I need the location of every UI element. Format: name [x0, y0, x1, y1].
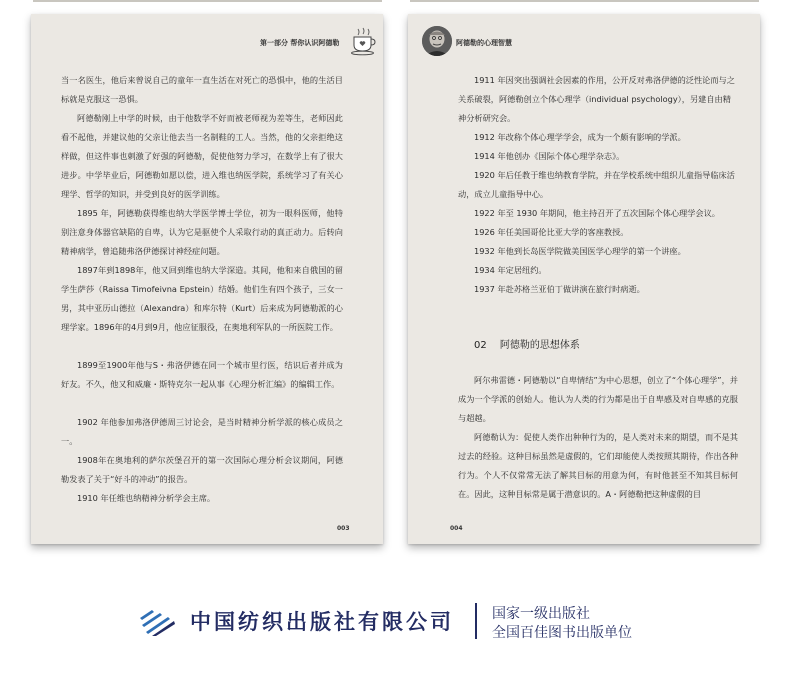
timeline-event: 1932 年他到长岛医学院做美国医学心理学的第一个讲座。 [474, 246, 686, 256]
body-paragraph: 1908年在奥地利的萨尔茨堡召开的第一次国际心理分析会议期间，阿德勒发表了关于“好斗的冲动”的报告。 [61, 455, 343, 484]
body-paragraph: 1902 年他参加弗洛伊德周三讨论会，是当时精神分析学派的核心成员之一。 [61, 417, 343, 446]
footer-divider [475, 603, 477, 639]
page-header: 第一部分 帮你认识阿德勒 [260, 39, 340, 47]
book-page-left [31, 14, 383, 544]
previous-page-edge-left [33, 0, 382, 2]
section-heading [474, 336, 580, 351]
timeline-event: 1922 年至 1930 年期间，他主持召开了五次国际个体心理学会议。 [474, 208, 720, 218]
body-paragraph: 1895 年，阿德勒获得维也纳大学医学博士学位，初为一眼科医师，他特别注意身体器官缺陷的自卑，认为它是驱使个人采取行动的真正动力。后转向精神病学，曾追随弗洛伊德探讨神经症问题。 [61, 208, 343, 256]
body-paragraph: 阿德勒刚上中学的时候，由于他数学不好而被老师视为差等生，老师因此看不起他，并建议他的父亲让他去当一名制鞋的工人。当然，他的父亲拒绝这样做，但这件事也刺激了好强的阿德勒，促使他努力学习，在数学上有了很大进步。中学毕业后，阿德勒如愿以偿，进入维也纳医学院，系统学习了有关心理学、哲学的知识，并受到良好的医学训练。 [61, 113, 343, 199]
timeline-event: 1934 年定居纽约。 [474, 265, 547, 275]
book-page-right [408, 14, 760, 544]
timeline-event: 1911 年因突出强调社会因素的作用，公开反对弗洛伊德的泛性论而与之关系破裂，阿德勒创立个体心理学（individual psychology），另建自由精神分析研究会。 [458, 75, 735, 123]
body-paragraph: 当一名医生，他后来曾说自己的童年一直生活在对死亡的恐惧中，他的生活目标就是克服这一恐惧。 [61, 75, 343, 104]
page-number: 003 [337, 525, 350, 532]
section-title: 阿德勒的思想体系 [499, 340, 580, 351]
timeline-event: 1914 年他创办《国际个体心理学杂志》。 [474, 151, 625, 161]
body-paragraph: 1897年到1898年，他又回到维也纳大学深造。其间，他和来自俄国的留学生萨莎（Raissa Timofeivna Epstein）结婚。他们生有四个孩子，三女一男，其中亚历山德拉（Alexandra）和库尔特（Kurt）后来成为阿德勒派的心理学家。1896年的4月到9月，他应征服役，在奥地利军队的一所医院工作。 [61, 265, 343, 332]
publisher-logo-icon [138, 606, 176, 636]
timeline-event: 1912 年改称个体心理学学会，成为一个颇有影响的学派。 [474, 132, 686, 142]
previous-page-edge-right [410, 0, 759, 2]
timeline-event: 1926 年任美国哥伦比亚大学的客座教授。 [474, 227, 629, 237]
body-paragraph: 阿尔弗雷德・阿德勒以“自卑情结”为中心思想，创立了“个体心理学”，并成为一个学派的创始人。他认为人类的行为都是出于自卑感及对自卑感的克服与超越。 [458, 375, 738, 423]
coffee-cup-icon [349, 26, 377, 56]
publisher-tagline-2: 全国百佳图书出版单位 [492, 625, 632, 641]
timeline-event: 1937 年赴苏格兰亚伯丁做讲演在旅行时病逝。 [474, 284, 645, 294]
publisher-name: 中国纺织出版社有限公司 [190, 609, 454, 634]
body-paragraph: 阿德勒认为：促使人类作出种种行为的，是人类对未来的期望，而不是其过去的经验。这种目标虽然是虚假的，它们却能使人类按照其期待，作出各种行为。个人不仅常常无法了解其目标的用意为何，有时他甚至不知其目标何在。因此，这种目标常是属于潜意识的。A・阿德勒把这种虚假的目 [458, 432, 738, 499]
body-paragraph: 1910 年任维也纳精神分析学会主席。 [77, 493, 216, 503]
author-portrait [422, 26, 452, 56]
publisher-tagline-1: 国家一级出版社 [492, 606, 590, 622]
body-paragraph: 1899至1900年他与S・弗洛伊德在同一个城市里行医，结识后者并成为好友。不久，他又和威廉・斯特克尔一起从事《心理分析汇编》的编辑工作。 [61, 360, 343, 389]
section-number: 02 [474, 340, 487, 351]
page-number: 004 [450, 525, 463, 532]
timeline-event: 1920 年后任教于维也纳教育学院，并在学校系统中组织儿童指导临床活动，成立儿童指导中心。 [458, 170, 735, 199]
page-header: 阿德勒的心理智慧 [456, 39, 512, 47]
